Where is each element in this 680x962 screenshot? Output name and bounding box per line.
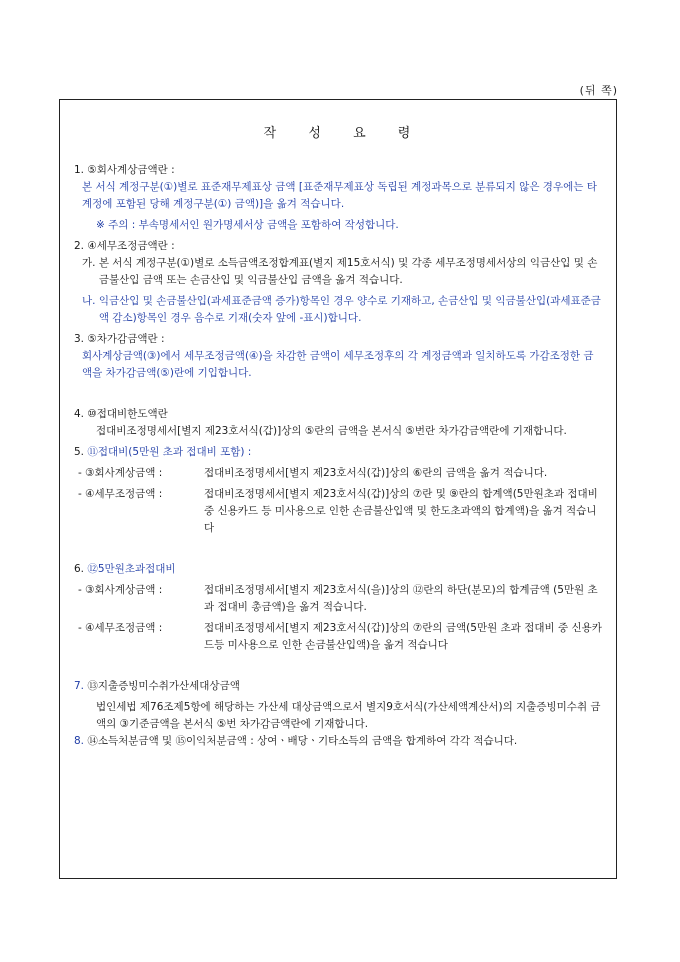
title-char: 성	[308, 126, 323, 141]
section-2-heading: 2. ④세무조정금액란 :	[74, 240, 175, 252]
row-text: 접대비조정명세서[별지 제23호서식(갑)]상의 ⑥란의 금액을 옮겨 적습니다.	[204, 467, 548, 479]
section-7-heading	[74, 678, 604, 695]
section-4-heading: 4. ⑩접대비한도액란	[74, 408, 168, 420]
section-1-note: ※ 주의 : 부속명세서인 원가명세서상 금액을 포함하여 작성합니다.	[96, 219, 399, 231]
section-1-heading: 1. ⑤회사계상금액란 :	[74, 164, 175, 176]
section-3-body: 회사계상금액(③)에서 세무조정금액(④)을 차감한 금액이 세무조정후의 각 계정금액과 일치하도록 가감조정한 금액을 차가감금액(⑤)란에 기입합니다.	[82, 350, 594, 379]
instructions-frame	[59, 99, 617, 879]
row-label: - ③회사계상금액 :	[78, 584, 166, 596]
title-char: 요	[353, 126, 368, 141]
heading-number: 5.	[74, 446, 88, 458]
item-text: 익금산입 및 손금불산입(과세표준금액 증가)항목인 경우 양수로 기재하고, 손금산입 및 익금불산입(과세표준금액 감소)항목인 경우 음수로 기재(숫자 앞에 -표시)합니다.	[98, 295, 601, 324]
section-4-body: 접대비조정명세서[별지 제23호서식(갑)]상의 ⑤란의 금액을 본서식 ⑤번란 차가감금액란에 기재합니다.	[96, 425, 567, 437]
row-label: - ③회사계상금액 :	[78, 467, 166, 479]
document-title	[60, 122, 616, 141]
heading-number: 8.	[74, 735, 88, 747]
row-label: - ④세무조정금액 :	[78, 622, 166, 634]
section-5-row-2	[74, 486, 604, 537]
section-5-row-1	[74, 465, 604, 482]
title-char: 작	[263, 126, 279, 141]
section-6-row-2	[74, 620, 604, 654]
section-2-item-ga	[74, 255, 604, 289]
section-6-row-1	[74, 582, 604, 616]
page-side-label: (뒤 쪽)	[579, 84, 618, 97]
row-text: 접대비조정명세서[별지 제23호서식(갑)]상의 ⑦란의 금액(5만원 초과 접대비 중 신용카드등 미사용으로 인한 손금불산입액)을 옮겨 적습니다	[204, 622, 602, 651]
heading-text: ⑪접대비(5만원 초과 접대비 포함) :	[87, 446, 252, 458]
section-2-item-na	[74, 293, 604, 327]
heading-text: ⑬지출증빙미수취가산세대상금액	[87, 680, 240, 692]
heading-number: 6.	[74, 563, 88, 575]
item-text: 본 서식 계정구분(①)별로 소득금액조정합계표(별지 제15호서식) 및 각종 세무조정명세서상의 익금산입 및 손금불산입 금액 또는 손금산입 및 익금불산입 금액을 옮겨 적습니다.	[98, 257, 598, 286]
instructions-content	[74, 162, 604, 750]
title-char: 령	[397, 126, 413, 141]
item-marker: 나.	[82, 295, 99, 307]
section-7-body: 법인세법 제76조제5항에 해당하는 가산세 대상금액으로서 별지9호서식(가산세액계산서)의 지출증빙미수취 금액의 ③기준금액을 본서식 ⑤번 차가감금액란에 기재합니다.	[96, 701, 601, 730]
section-1-body: 본 서식 계정구분(①)별로 표준재무제표상 금액 [표준재무제표상 독립된 계정과목으로 분류되지 않은 경우에는 타 계정에 포함된 당해 계정구분(①) 금액)]을 옮겨 적습니다.	[82, 181, 597, 210]
section-3-heading: 3. ⑤차가감금액란 :	[74, 333, 165, 345]
heading-text: ⑫5만원초과접대비	[87, 563, 176, 575]
section-5-heading	[74, 444, 604, 461]
item-marker: 가.	[82, 257, 99, 269]
heading-number: 7.	[74, 680, 88, 692]
row-label: - ④세무조정금액 :	[78, 488, 166, 500]
section-6-heading	[74, 561, 604, 578]
row-text: 접대비조정명세서[별지 제23호서식(을)]상의 ⑫란의 하단(분모)의 합계금액 (5만원 초과 접대비 총금액)을 옮겨 적습니다.	[204, 584, 598, 613]
heading-text: ⑭소득처분금액 및 ⑮이익처분금액 : 상여ㆍ배당ㆍ기타소득의 금액을 합계하여 각각 적습니다.	[87, 735, 518, 747]
section-8-heading	[74, 733, 604, 750]
row-text: 접대비조정명세서[별지 제23호서식(갑)]상의 ⑦란 및 ⑨란의 합계액(5만원초과 접대비 중 신용카드 등 미사용으로 인한 손금불산입액 및 한도초과액의 합계액)을 옮겨 적습니다	[204, 488, 598, 534]
